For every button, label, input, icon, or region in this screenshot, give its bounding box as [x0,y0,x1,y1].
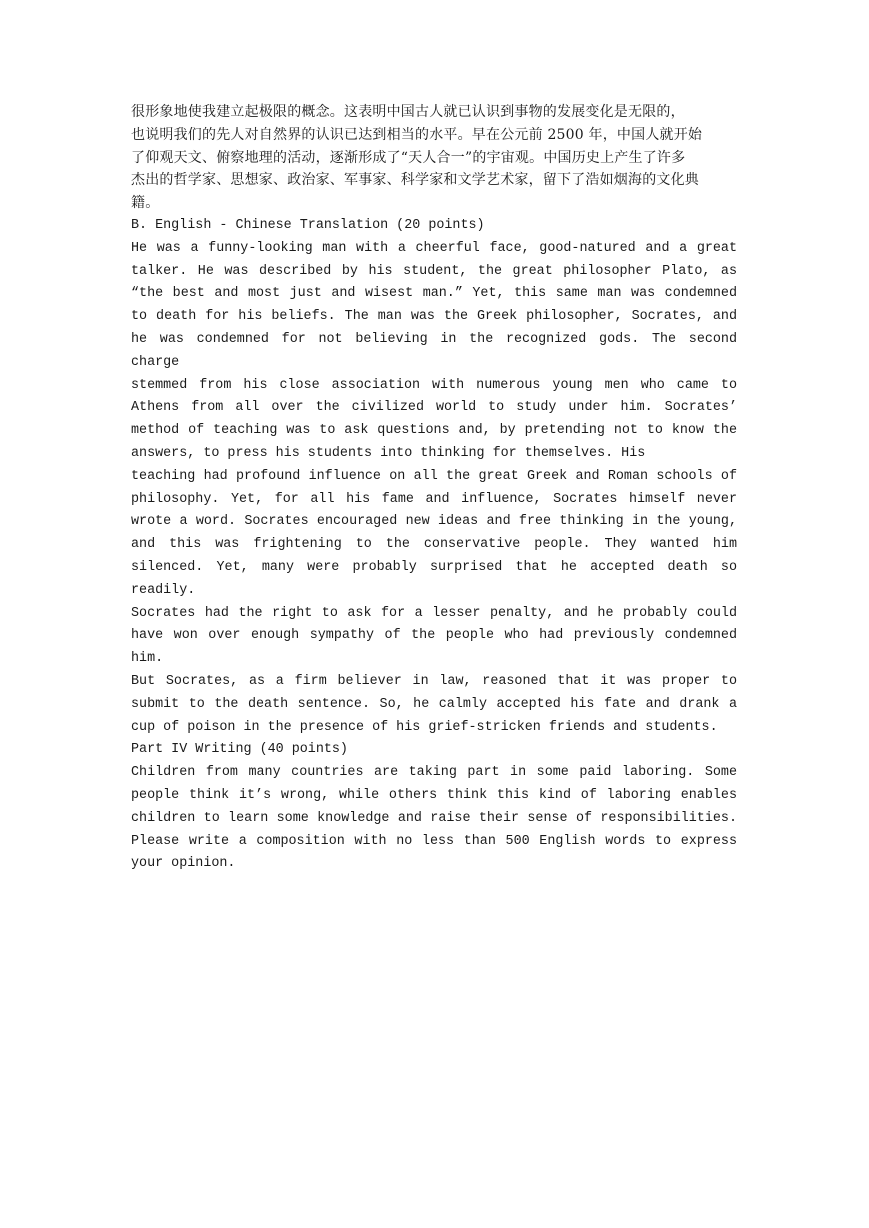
chinese-paragraph [131,101,737,215]
chinese-line: 也说明我们的先人对自然界的认识已达到相当的水平。早在公元前 2500 年，中国人就开始 [131,126,703,143]
translation-paragraph: stemmed from his close association with numerous young men who came to Athens from all over the civilized world to study under him. Socrates’ method of teaching was to ask questions and, by pretending not to know the answers, to press his students into thinking for themselves. His [131,377,737,461]
part-iv-heading: Part IV Writing (40 points) [131,742,348,758]
translation-paragraph: teaching had profound influence on all the great Greek and Roman schools of philosophy. Yet, for all his fame and influence, Socrates himself never wrote a word. Socrates encouraged new ideas and free thinking in the young, and this was frightening to the conservative people. They wanted him silenced. Yet, many were probably surprised that he accepted death so readily. [131,468,737,598]
translation-paragraph: But Socrates, as a firm believer in law, reasoned that it was proper to submit to the death sentence. So, he calmly accepted his fate and drank a cup of poison in the presence of his grief-stricken friends and students. [131,673,737,735]
chinese-line: 杰出的哲学家、思想家、政治家、军事家、科学家和文学艺术家，留下了浩如烟海的文化典 [131,172,699,189]
translation-paragraph: He was a funny-looking man with a cheerful face, good-natured and a great talker. He was described by his student, the great philosopher Plato, as “the best and most just and wisest man.” Yet, this same man was condemned to death for his beliefs. The man was the Greek philosopher, Socrates, and he was condemned for not believing in the recognized gods. The second charge [131,240,737,370]
document-page [131,101,737,876]
chinese-line: 了仰观天文、俯察地理的活动，逐渐形成了“天人合一”的宇宙观。中国历史上产生了许多 [131,149,686,166]
chinese-line: 很形象地使我建立起极限的概念。这表明中国古人就已认识到事物的发展变化是无限的， [131,104,685,120]
chinese-line: 籍。 [131,195,160,212]
writing-prompt: Children from many countries are taking part in some paid laboring. Some people think it’s wrong, while others think this kind of laboring enables children to learn some knowledge and raise their sense of responsibilities. Please write a composition with no less than 500 English words to express your opinion. [131,765,737,872]
section-b-heading: B. English - Chinese Translation (20 points) [131,217,485,233]
translation-paragraph: Socrates had the right to ask for a lesser penalty, and he probably could have won over enough sympathy of the people who had previously condemned him. [131,605,737,667]
